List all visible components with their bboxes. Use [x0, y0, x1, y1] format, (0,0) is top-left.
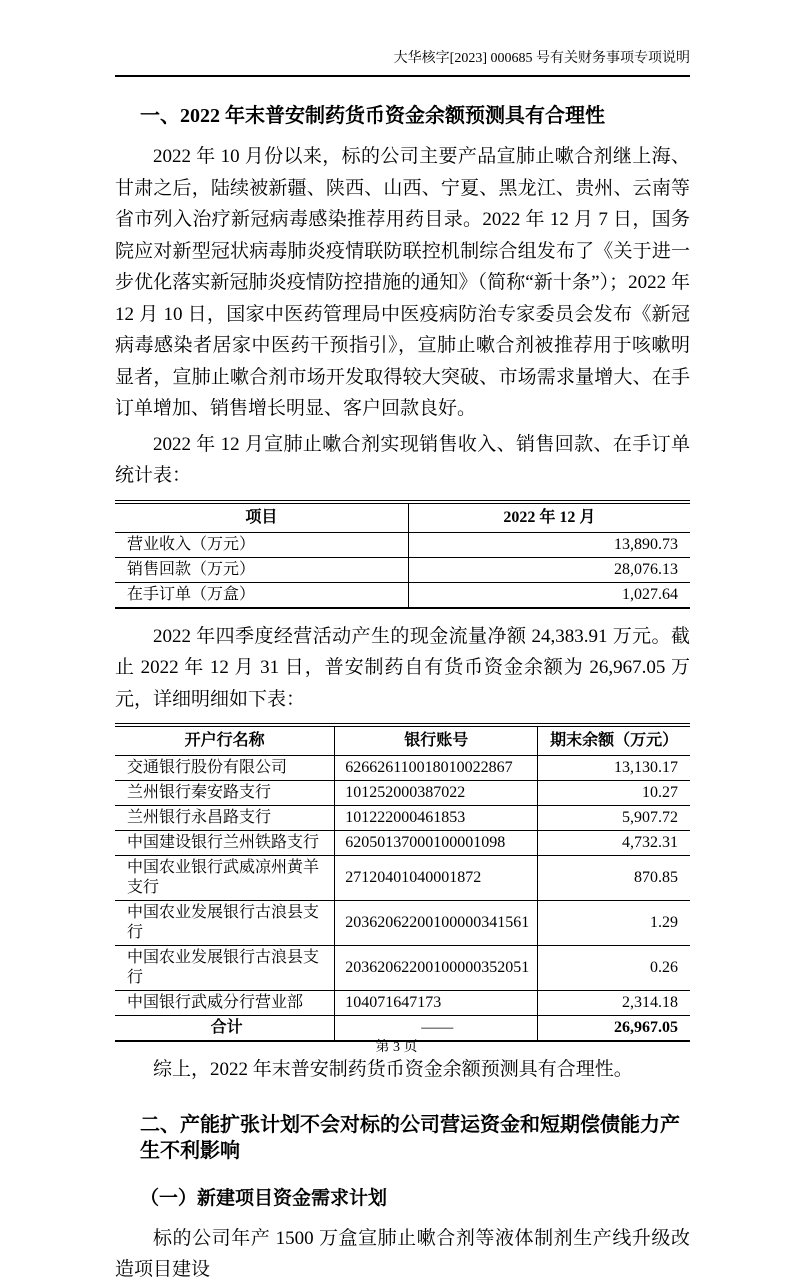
table-cell: 101222000461853: [335, 806, 538, 831]
table-cell: 中国农业发展银行古浪县支行: [115, 946, 335, 991]
table-cell: 1.29: [538, 901, 690, 946]
table-row: [115, 856, 690, 901]
table-cell: 870.85: [538, 856, 690, 901]
table-cell: 104071647173: [335, 991, 538, 1016]
bank-accounts-table: [115, 723, 690, 1042]
table-cell: 销售回款（万元）: [115, 557, 408, 582]
section1-paragraph-2: 2022 年四季度经营活动产生的现金流量净额 24,383.91 万元。截止 2022 年 12 月 31 日，普安制药自有货币资金余额为 26,967.05 万元，详细明细如下表：: [115, 625, 690, 710]
table-cell: 101252000387022: [335, 781, 538, 806]
table-cell: 中国农业发展银行古浪县支行: [115, 901, 335, 946]
table-header-cell: 银行账号: [335, 725, 538, 756]
table-cell: 交通银行股份有限公司: [115, 756, 335, 781]
table-row: [115, 557, 690, 582]
sales-statistics-table: [115, 500, 690, 609]
table-cell: 0.26: [538, 946, 690, 991]
section2-subtitle: （一）新建项目资金需求计划: [140, 1187, 388, 1209]
table-row: [115, 781, 690, 806]
table-row: [115, 946, 690, 991]
section1-title: 一、2022 年末普安制药货币资金余额预测具有合理性: [140, 105, 605, 127]
table-row: [115, 532, 690, 557]
table-cell: 中国农业银行武威凉州黄羊支行: [115, 856, 335, 901]
table-cell: 13,130.17: [538, 756, 690, 781]
table-cell: 5,907.72: [538, 806, 690, 831]
table1-intro: 2022 年 12 月宣肺止嗽合剂实现销售收入、销售回款、在手订单统计表：: [115, 433, 690, 486]
table-cell: 27120401040001872: [335, 856, 538, 901]
table-row: [115, 991, 690, 1016]
section1-conclusion: 综上，2022 年末普安制药货币资金余额预测具有合理性。: [153, 1059, 633, 1080]
table-row: [115, 831, 690, 856]
section1-paragraph-1: 2022 年 10 月份以来，标的公司主要产品宣肺止嗽合剂继上海、甘肃之后，陆续被新疆、陕西、山西、宁夏、黑龙江、贵州、云南等省市列入治疗新冠病毒感染推荐用药目录。2022 年 12 月 7 日，国务院应对新型冠状病毒肺炎疫情联防联控机制综合组发布了《关于进一步优化落实新冠肺炎疫情防控措施的通知》（简称“新十条”）；2022 年 12 月 10 日，国家中医药管理局中医疫病防治专家委员会发布《新冠病毒感染者居家中医药干预指引》，宣肺止嗽合剂被推荐用于咳嗽明显者，宣肺止嗽合剂市场开发取得较大突破、市场需求量增大、在手订单增加、销售增长明显、客户回款良好。: [115, 146, 690, 419]
table-row: [115, 806, 690, 831]
total-label-cell: 合计: [115, 1016, 335, 1042]
table-cell: 28,076.13: [408, 557, 690, 582]
table-cell: 兰州银行永昌路支行: [115, 806, 335, 831]
table-header-cell: 项目: [115, 502, 408, 533]
page-number: 第 3 页: [375, 1040, 418, 1055]
table-row: [115, 901, 690, 946]
table-cell: 中国银行武威分行营业部: [115, 991, 335, 1016]
table-row: [115, 582, 690, 608]
table-cell: 13,890.73: [408, 532, 690, 557]
table-header-row: [115, 502, 690, 533]
table-cell: 626626110018010022867: [335, 756, 538, 781]
section2-title: 二、产能扩张计划不会对标的公司营运资金和短期偿债能力产生不利影响: [140, 1113, 680, 1162]
table-header-cell: 开户行名称: [115, 725, 335, 756]
table-cell: 10.27: [538, 781, 690, 806]
table-cell: 中国建设银行兰州铁路支行: [115, 831, 335, 856]
table-cell: 4,732.31: [538, 831, 690, 856]
table-cell: 20362062200100000341561: [335, 901, 538, 946]
table-header-cell: 期末余额（万元）: [538, 725, 690, 756]
total-amount-cell: 26,967.05: [614, 1019, 678, 1036]
table-cell: 20362062200100000352051: [335, 946, 538, 991]
table-cell: 62050137000100001098: [335, 831, 538, 856]
table-cell: 在手订单（万盒）: [115, 582, 408, 608]
table-cell: 2,314.18: [538, 991, 690, 1016]
table-header-cell: 2022 年 12 月: [408, 502, 690, 533]
table-header-row: [115, 725, 690, 756]
section2-paragraph-1: 标的公司年产 1500 万盒宣肺止嗽合剂等液体制剂生产线升级改造项目建设: [115, 1227, 690, 1280]
table-row: [115, 756, 690, 781]
table-cell: 1,027.64: [408, 582, 690, 608]
table-cell: 营业收入（万元）: [115, 532, 408, 557]
total-account-cell: ——: [335, 1016, 538, 1042]
table-cell: 兰州银行秦安路支行: [115, 781, 335, 806]
document-header-reference: 大华核字[2023] 000685 号有关财务事项专项说明: [115, 50, 690, 77]
